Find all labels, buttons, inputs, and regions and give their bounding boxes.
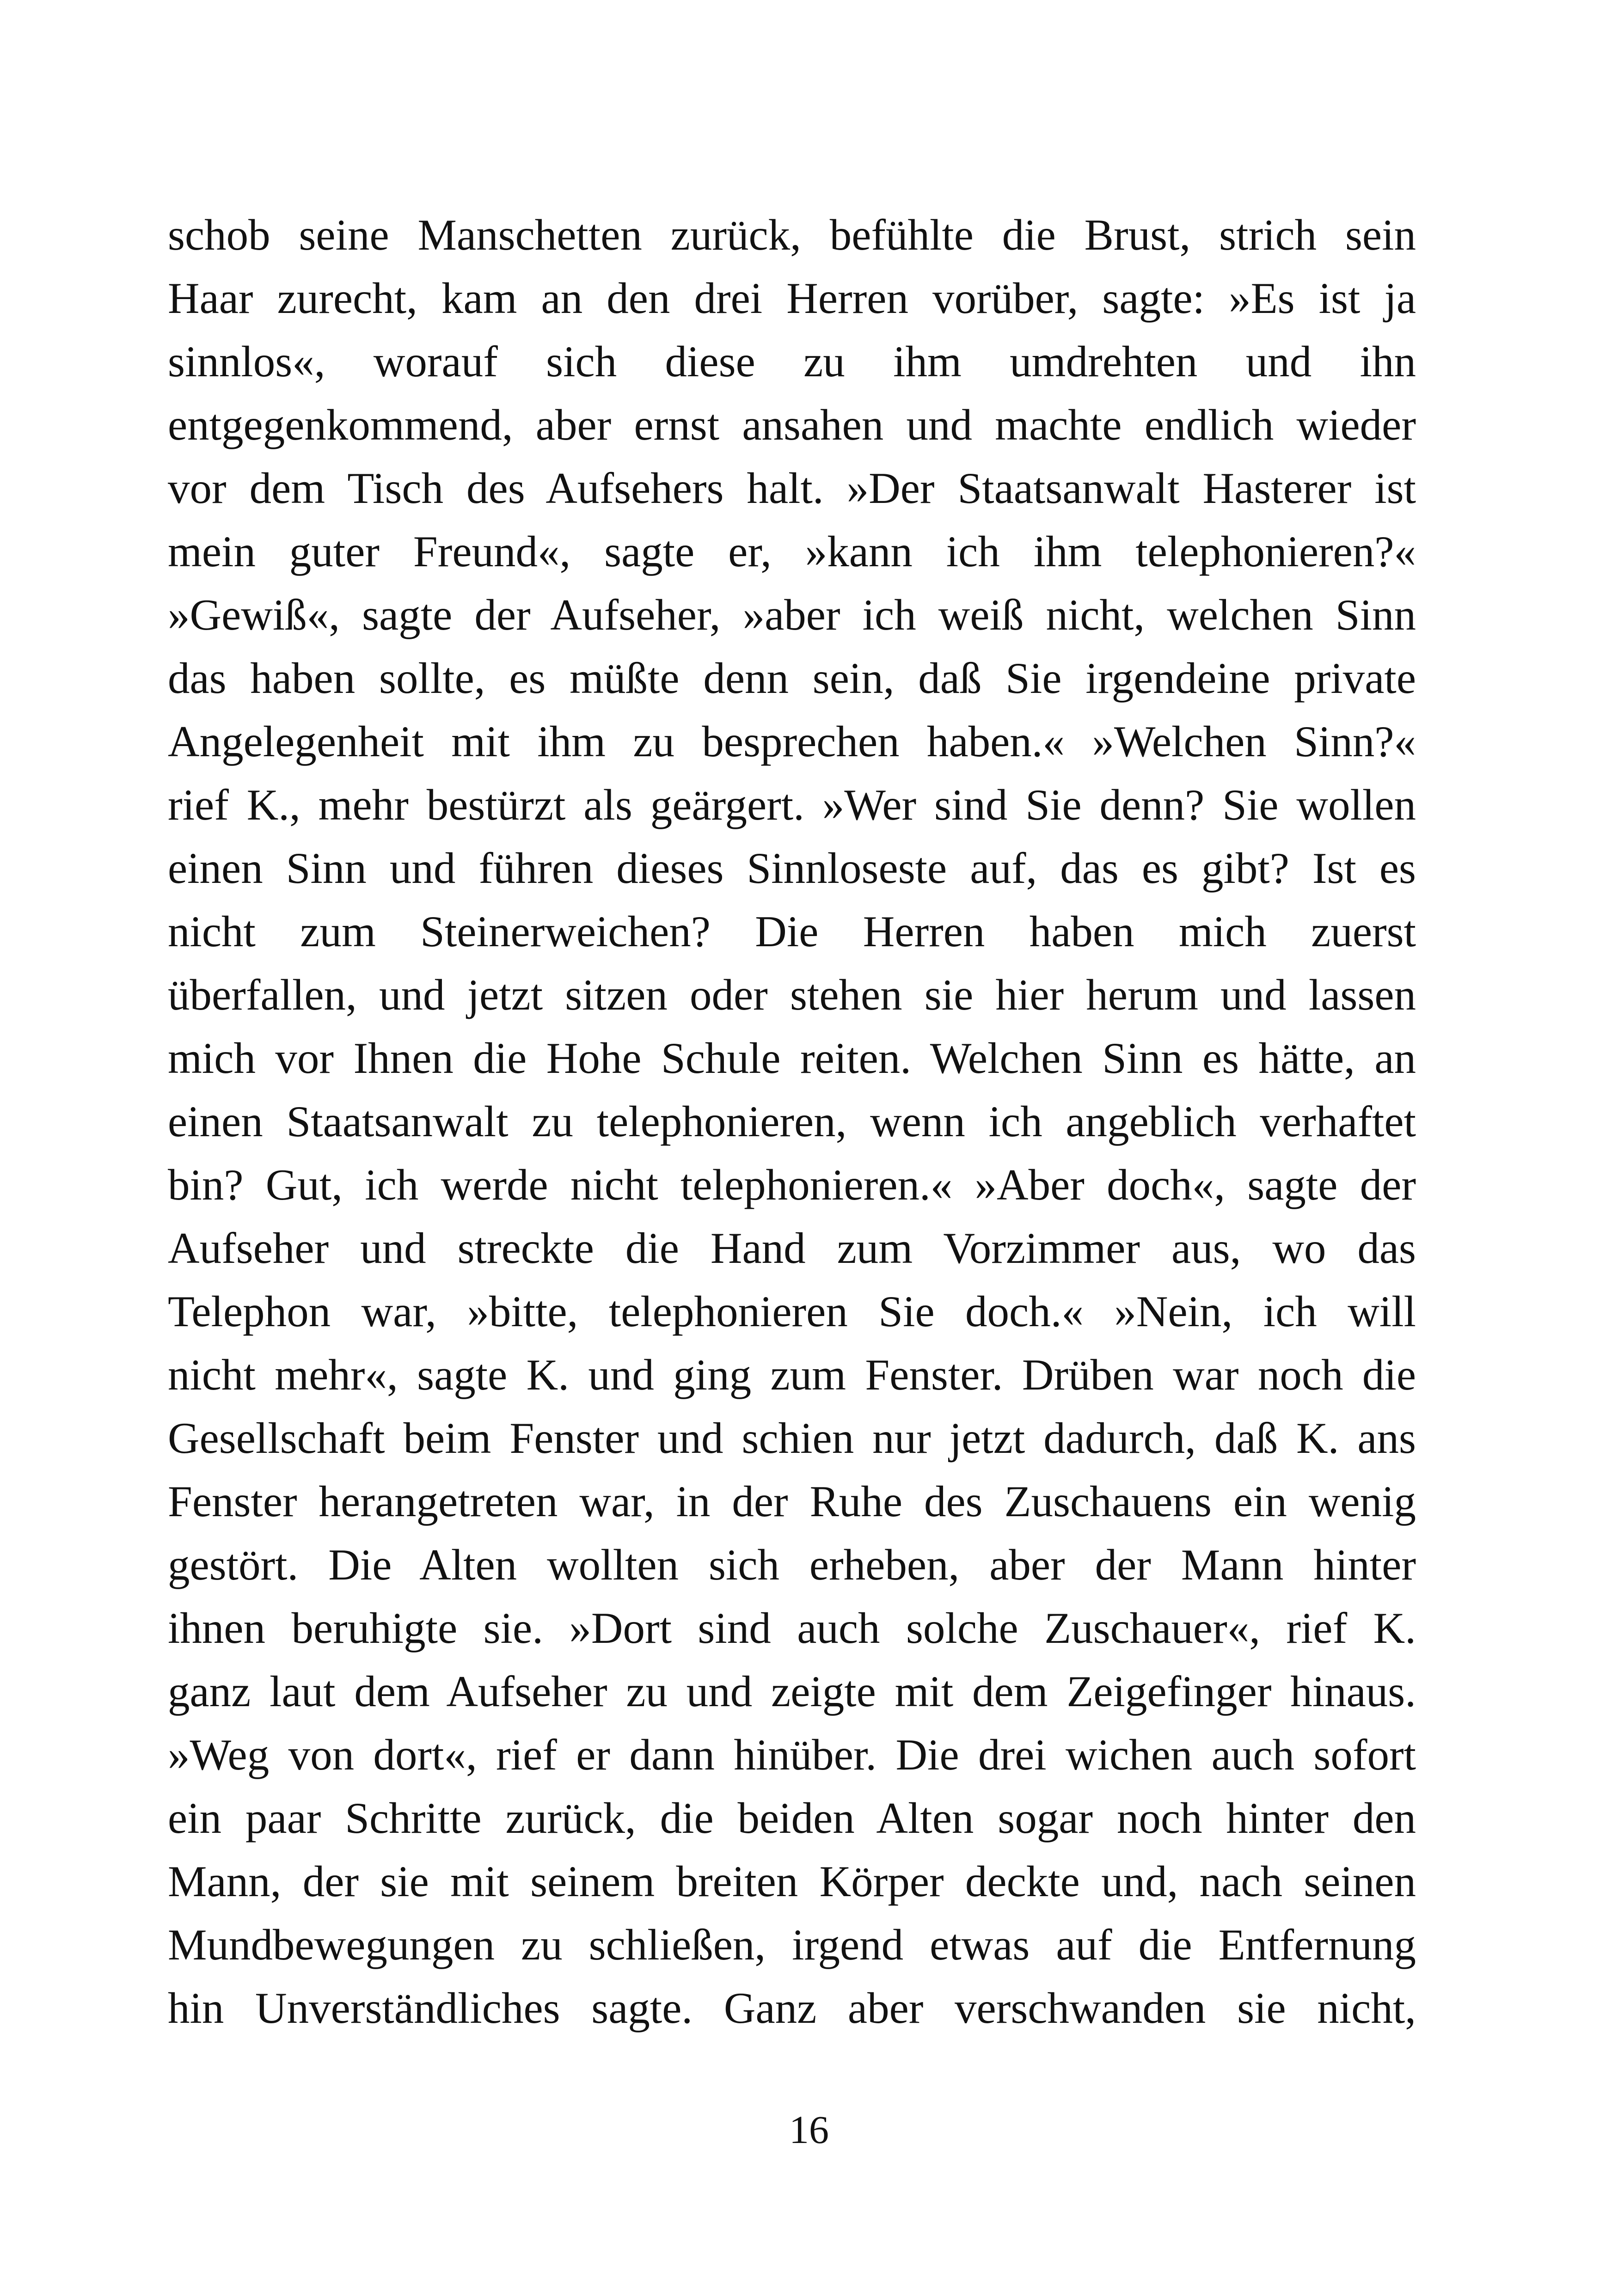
- text-line: ganz laut dem Aufseher zu und zeigte mit dem Zeigefinger hinaus.: [168, 1667, 1416, 1716]
- text-line: einen Sinn und führen dieses Sinnloseste auf, das es gibt? Ist es: [168, 844, 1416, 893]
- text-line: nicht mehr«, sagte K. und ging zum Fenster. Drüben war noch die: [168, 1350, 1416, 1399]
- text-line: hin Unverständliches sagte. Ganz aber verschwanden sie nicht,: [168, 1984, 1416, 2033]
- text-line: ihnen beruhigte sie. »Dort sind auch solche Zuschauer«, rief K.: [168, 1604, 1416, 1653]
- text-line: rief K., mehr bestürzt als geärgert. »Wer sind Sie denn? Sie wollen: [168, 780, 1416, 829]
- page-number: 16: [789, 2107, 829, 2152]
- text-line: Telephon war, »bitte, telephonieren Sie doch.« »Nein, ich will: [168, 1287, 1416, 1336]
- text-line: einen Staatsanwalt zu telephonieren, wenn ich angeblich verhaftet: [168, 1097, 1416, 1146]
- text-line: sinnlos«, worauf sich diese zu ihm umdrehten und ihn: [168, 337, 1416, 386]
- text-line: vor dem Tisch des Aufsehers halt. »Der Staatsanwalt Hasterer ist: [168, 464, 1416, 513]
- text-line: entgegenkommend, aber ernst ansahen und machte endlich wieder: [168, 400, 1416, 449]
- text-line: nicht zum Steinerweichen? Die Herren haben mich zuerst: [168, 907, 1416, 956]
- text-line: »Weg von dort«, rief er dann hinüber. Die drei wichen auch sofort: [168, 1730, 1416, 1779]
- text-line: bin? Gut, ich werde nicht telephonieren.« »Aber doch«, sagte der: [168, 1160, 1416, 1209]
- text-line: »Gewiß«, sagte der Aufseher, »aber ich weiß nicht, welchen Sinn: [168, 590, 1416, 639]
- text-line: Gesellschaft beim Fenster und schien nur jetzt dadurch, daß K. ans: [168, 1414, 1416, 1463]
- text-line: Fenster herangetreten war, in der Ruhe des Zuschauens ein wenig: [168, 1477, 1416, 1526]
- text-line: ein paar Schritte zurück, die beiden Alten sogar noch hinter den: [168, 1794, 1416, 1843]
- text-line: Haar zurecht, kam an den drei Herren vorüber, sagte: »Es ist ja: [168, 274, 1416, 323]
- text-line: überfallen, und jetzt sitzen oder stehen sie hier herum und lassen: [168, 970, 1416, 1019]
- text-line: Mann, der sie mit seinem breiten Körper deckte und, nach seinen: [168, 1857, 1416, 1906]
- text-line: mein guter Freund«, sagte er, »kann ich ihm telephonieren?«: [168, 527, 1416, 576]
- text-line: Aufseher und streckte die Hand zum Vorzimmer aus, wo das: [168, 1224, 1416, 1273]
- body-text: [168, 203, 1416, 2040]
- text-line: Mundbewegungen zu schließen, irgend etwas auf die Entfernung: [168, 1920, 1416, 1969]
- text-line: mich vor Ihnen die Hohe Schule reiten. Welchen Sinn es hätte, an: [168, 1034, 1416, 1083]
- text-line: gestört. Die Alten wollten sich erheben, aber der Mann hinter: [168, 1540, 1416, 1589]
- text-line: schob seine Manschetten zurück, befühlte die Brust, strich sein: [168, 210, 1416, 259]
- text-line: das haben sollte, es müßte denn sein, daß Sie irgendeine private: [168, 654, 1416, 703]
- text-line: Angelegenheit mit ihm zu besprechen haben.« »Welchen Sinn?«: [168, 717, 1416, 766]
